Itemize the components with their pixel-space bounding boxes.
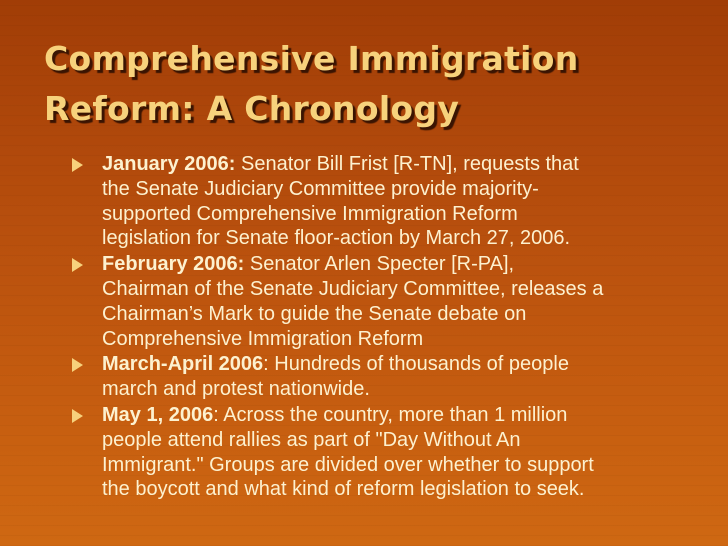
item-line: people attend rallies as part of "Day Without An — [102, 428, 521, 451]
item-line: Chairman of the Senate Judiciary Committee, releases a — [102, 277, 604, 300]
item-text: : Across the country, more than 1 million — [213, 403, 568, 426]
item-text: Senator Bill Frist [R-TN], requests that — [235, 153, 579, 175]
triangle-bullet-icon — [72, 258, 83, 272]
slide-title-line-1: Comprehensive Immigration — [44, 39, 579, 78]
item-line: legislation for Senate floor-action by March 27, 2006. — [102, 227, 571, 250]
item-line: supported Comprehensive Immigration Reform — [102, 202, 518, 225]
triangle-bullet-icon — [72, 158, 83, 172]
item-text: : Hundreds of thousands of people — [263, 353, 569, 376]
item-text: Senator Arlen Specter [R-PA], — [244, 253, 515, 276]
item-line: Comprehensive Immigration Reform — [102, 327, 424, 350]
item-line — [102, 152, 702, 177]
chronology-item-january-2006 — [72, 152, 702, 251]
item-line: the Senate Judiciary Committee provide majority- — [102, 177, 539, 200]
triangle-bullet-icon — [72, 358, 83, 372]
slide-title — [44, 34, 704, 134]
item-line — [102, 252, 702, 277]
item-line: Immigrant." Groups are divided over whether to support — [102, 453, 594, 476]
item-line — [102, 403, 702, 428]
slide-title-line-2: Reform: A Chronology — [44, 89, 460, 128]
item-line: march and protest nationwide. — [102, 378, 370, 401]
chronology-item-march-april-2006 — [72, 352, 702, 402]
item-line: Chairman’s Mark to guide the Senate debate on — [102, 302, 527, 325]
item-date: February 2006: — [102, 253, 245, 276]
item-line: the boycott and what kind of reform legislation to seek. — [102, 478, 585, 501]
item-line — [102, 352, 702, 377]
item-date: March-April 2006 — [102, 353, 264, 376]
chronology-list — [72, 152, 702, 503]
item-date: January 2006: — [102, 153, 236, 175]
triangle-bullet-icon — [72, 409, 83, 423]
item-date: May 1, 2006 — [102, 403, 214, 426]
chronology-item-february-2006 — [72, 252, 702, 351]
chronology-item-may-1-2006 — [72, 403, 702, 502]
